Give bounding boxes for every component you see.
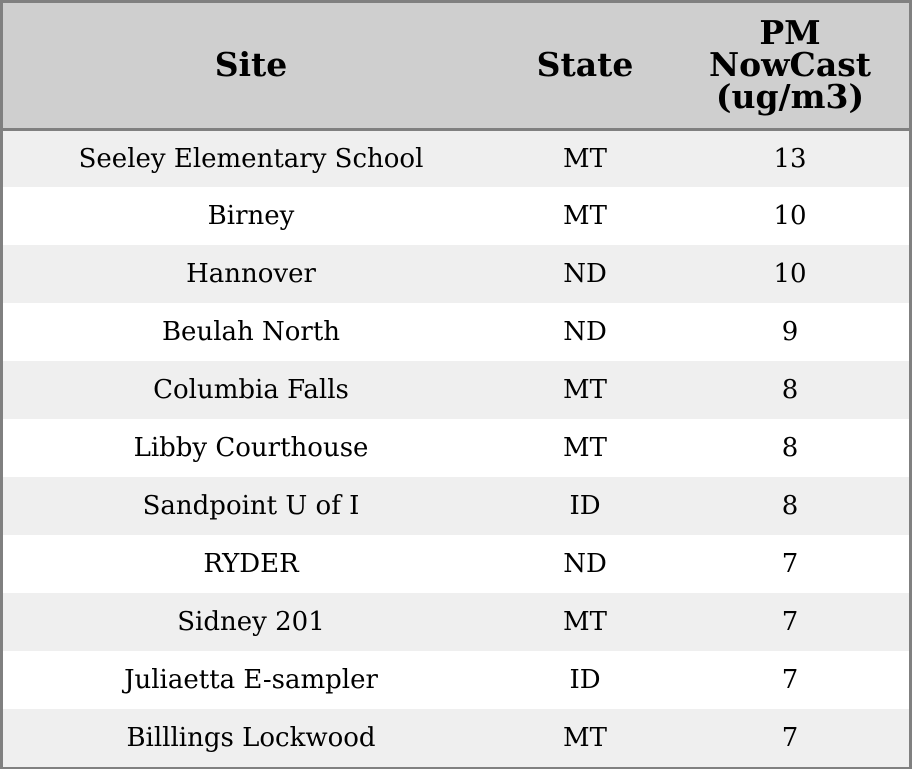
pm-value-cell: 7	[781, 723, 799, 753]
site-cell: Juliaetta E-sampler	[124, 665, 378, 695]
table-body	[3, 129, 909, 767]
site-cell: Birney	[207, 201, 295, 231]
pm-value-cell: 7	[781, 607, 799, 637]
state-cell: MT	[563, 375, 607, 405]
state-cell: ND	[563, 317, 607, 347]
pm-value-cell: 10	[773, 201, 807, 231]
pm-value-cell: 8	[781, 433, 799, 463]
site-cell: RYDER	[203, 549, 299, 579]
site-cell: Beulah North	[161, 317, 341, 347]
table-row	[3, 129, 909, 187]
header-row	[3, 3, 909, 129]
pm-value-cell: 10	[773, 259, 807, 289]
table-row	[3, 535, 909, 593]
column-header-state: State	[499, 3, 671, 129]
state-cell: ND	[563, 549, 607, 579]
table-row	[3, 303, 909, 361]
table-row	[3, 419, 909, 477]
pm-value-cell: 7	[781, 549, 799, 579]
pm-value-cell: 13	[773, 143, 807, 174]
column-header-site: Site	[3, 3, 499, 129]
state-cell: ID	[569, 491, 601, 521]
site-cell: Libby Courthouse	[133, 433, 369, 463]
state-cell: MT	[563, 201, 607, 231]
table-row	[3, 187, 909, 245]
pm-value-cell: 8	[781, 375, 799, 405]
state-cell: ID	[569, 665, 601, 695]
table-row	[3, 593, 909, 651]
site-cell: Sidney 201	[177, 607, 325, 637]
table-row	[3, 477, 909, 535]
pm-value-cell: 8	[781, 491, 799, 521]
state-cell: MT	[563, 433, 607, 463]
site-cell: Billlings Lockwood	[126, 723, 376, 753]
state-cell: MT	[563, 607, 607, 637]
site-cell: Columbia Falls	[153, 375, 349, 405]
column-header-pm-nowcast: PM NowCast (ug/m3)	[671, 3, 909, 129]
state-cell: ND	[563, 259, 607, 289]
state-cell: MT	[563, 143, 607, 174]
table-row	[3, 245, 909, 303]
table-row	[3, 709, 909, 767]
site-cell: Hannover	[186, 259, 316, 289]
pm-value-cell: 7	[781, 665, 799, 695]
state-cell: MT	[563, 723, 607, 753]
pm-nowcast-table	[3, 3, 909, 767]
site-cell: Seeley Elementary School	[78, 143, 424, 174]
table-row	[3, 361, 909, 419]
site-cell: Sandpoint U of I	[142, 491, 360, 521]
pm-value-cell: 9	[781, 317, 799, 347]
table-row	[3, 651, 909, 709]
